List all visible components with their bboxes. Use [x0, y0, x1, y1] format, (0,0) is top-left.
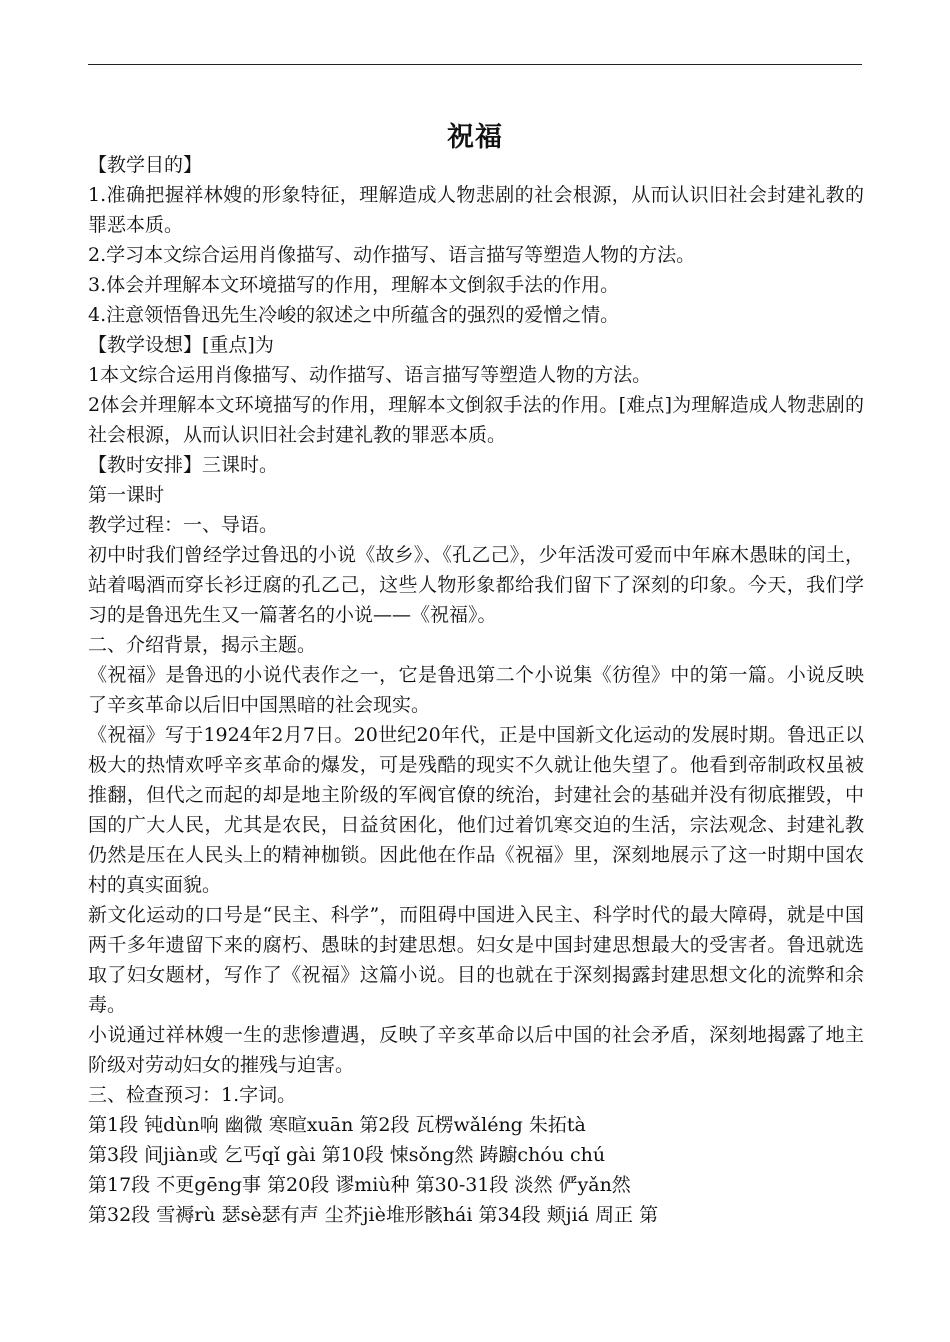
document-title: 祝福 [447, 122, 503, 153]
background-paragraph-1: 《祝福》是鲁迅的小说代表作之一，它是鲁迅第二个小说集《彷徨》中的第一篇。小说反映了辛亥革命以后旧中国黑暗的社会现实。 [88, 664, 864, 716]
vocab-line-3: 第17段 不更gēng事 第20段 谬miù种 第30-31段 淡然 俨yǎn然 [88, 1174, 631, 1196]
process-heading: 教学过程：一、导语。 [88, 514, 279, 536]
header-rule [88, 64, 862, 65]
section-heading-schedule: 【教时安排】三课时。 [88, 454, 279, 476]
vocab-line-2: 第3段 间jiàn或 乞丐qǐ gài 第10段 悚sǒng然 踌躕chóu chú [88, 1144, 606, 1166]
theme-paragraph: 小说通过祥林嫂一生的悲惨遭遇，反映了辛亥革命以后中国的社会矛盾，深刻地揭露了地主阶级对劳动妇女的摧残与迫害。 [88, 1024, 864, 1076]
goal-item-1: 1.准确把握祥林嫂的形象特征，理解造成人物悲剧的社会根源，从而认识旧社会封建礼教的罪恶本质。 [88, 184, 864, 236]
section-heading-teaching-goals: 【教学目的】 [88, 154, 203, 176]
intro-paragraph: 初中时我们曾经学过鲁迅的小说《故乡》、《孔乙己》，少年活泼可爱而中年麻木愚昧的闰土，站着喝酒而穿长衫迂腐的孔乙己，这些人物形象都给我们留下了深刻的印象。今天，我们学习的是鲁迅先生又一篇著名的小说——《祝福》。 [88, 544, 864, 626]
plan-item-1: 1本文综合运用肖像描写、动作描写、语言描写等塑造人物的方法。 [88, 364, 652, 386]
goal-item-2: 2.学习本文综合运用肖像描写、动作描写、语言描写等塑造人物的方法。 [88, 244, 696, 266]
preview-heading: 三、检查预习：1.字词。 [88, 1084, 297, 1106]
vocab-line-1: 第1段 钝dùn响 幽微 寒暄xuān 第2段 瓦楞wǎléng 朱拓tà [88, 1114, 586, 1136]
lesson-heading: 第一课时 [88, 484, 165, 506]
background-paragraph-3: 新文化运动的口号是“民主、科学”，而阻碍中国进入民主、科学时代的最大障碍，就是中国两千多年遗留下来的腐朽、愚昧的封建思想。妇女是中国封建思想最大的受害者。鲁迅就选取了妇女题材，写作了《祝福》这篇小说。目的也就在于深刻揭露封建思想文化的流弊和余毒。 [88, 904, 864, 1016]
document-body [88, 150, 864, 1230]
background-heading: 二、介绍背景，揭示主题。 [88, 634, 317, 656]
goal-item-3: 3.体会并理解本文环境描写的作用，理解本文倒叙手法的作用。 [88, 274, 620, 296]
vocab-line-4: 第32段 雪褥rù 瑟sè瑟有声 尘芥jiè堆形骸hái 第34段 颊jiá 周正 第 [88, 1204, 659, 1226]
background-paragraph-2: 《祝福》写于1924年2月7日。20世纪20年代，正是中国新文化运动的发展时期。鲁迅正以极大的热情欢呼辛亥革命的爆发，可是残酷的现实不久就让他失望了。他看到帝制政权虽被推翻，但代之而起的却是地主阶级的军阀官僚的统治，封建社会的基础并没有彻底摧毁，中国的广大人民，尤其是农民，日益贫困化，他们过着饥寒交迫的生活，宗法观念、封建礼教仍然是压在人民头上的精神枷锁。因此他在作品《祝福》里，深刻地展示了这一时期中国农村的真实面貌。 [88, 724, 864, 896]
plan-item-2: 2体会并理解本文环境描写的作用，理解本文倒叙手法的作用。[难点]为理解造成人物悲剧的社会根源，从而认识旧社会封建礼教的罪恶本质。 [88, 394, 864, 446]
goal-item-4: 4.注意领悟鲁迅先生冷峻的叙述之中所蕴含的强烈的爱憎之情。 [88, 304, 620, 326]
section-heading-teaching-plan: 【教学设想】[重点]为 [88, 334, 274, 356]
